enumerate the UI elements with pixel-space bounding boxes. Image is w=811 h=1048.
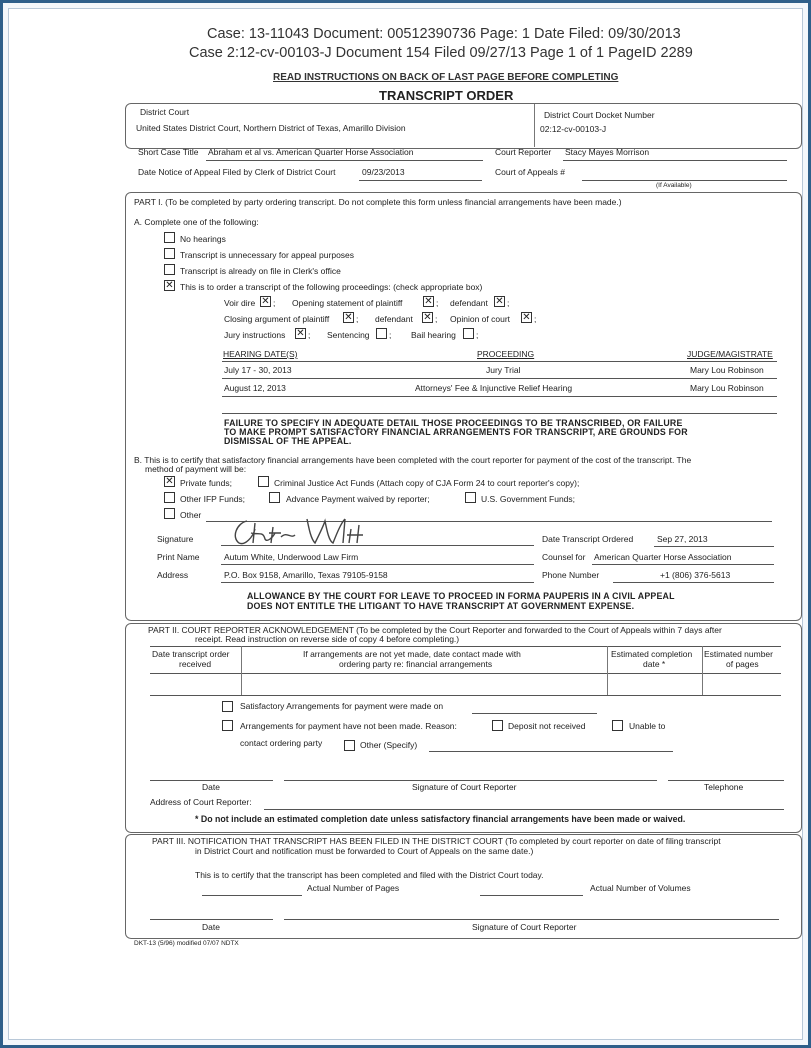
sentencing-checkbox[interactable] (376, 328, 387, 339)
opening-defendant-label: defendant (450, 298, 488, 308)
part-2-table-top (150, 646, 781, 647)
satisfactory-checkbox[interactable] (222, 701, 233, 712)
bail-hearing-label: Bail hearing (411, 330, 456, 340)
jury-instructions-label: Jury instructions (224, 330, 286, 340)
p2-address-label: Address of Court Reporter: (150, 797, 252, 807)
short-case-title-line (206, 160, 483, 161)
opening-plaintiff-checkbox[interactable]: ✕ (424, 296, 433, 307)
us-government-label: U.S. Government Funds; (481, 494, 576, 504)
other-payment-label: Other (180, 510, 202, 520)
closing-plaintiff-checkbox[interactable]: ✕ (344, 312, 353, 323)
other-payment-checkbox[interactable] (164, 508, 175, 519)
notice-date-label: Date Notice of Appeal Filed by Clerk of District Court (138, 167, 336, 177)
not-made-label: Arrangements for payment have not been made. Reason: (240, 721, 457, 731)
part-2-col-divider-1 (241, 646, 242, 695)
p2-signature-line (284, 780, 657, 781)
counsel-for-line (592, 564, 774, 565)
date-ordered-label: Date Transcript Ordered (542, 534, 634, 544)
p2-col-1-a: Date transcript order (152, 649, 230, 659)
closing-defendant-checkbox[interactable]: ✕ (423, 312, 432, 323)
hearing-1-date: July 17 - 30, 2013 (224, 365, 292, 375)
handwritten-signature (229, 513, 379, 549)
p2-date-label: Date (202, 782, 220, 792)
document-page: Case: 13-11043 Document: 00512390736 Page: 1 Date Filed: 09/30/2013 Case 2:12-cv-00103-J Document 154 Filed 09/27/13 Page 1 of 1 PageID 2289 READ INSTRUCTIONS ON BACK OF LAST PAGE BEFORE COMPLETING TRANSCRIPT ORDER District Court United States District Court, Northern District of Texas, Amarillo Division District Court Docket Number 02:12-cv-00103-J Short Case Title Abraham et al vs. American Quarter Horse Association Court Reporter Stacy Mayes Morrison Date Notice of Appeal Filed by Clerk of District Court 09/23/2013 Court of Appeals # (If Available) PART I. (To be completed by party ordering transcript. Do not complete this form unless financial arrangements have been made.) A. Complete one of the following: No hearings Transcript is unnecessary for appeal purposes Transcript is already on file in Clerk's office ✕ This is to order a transcript of the following proceedings: (check appropriate box) Voir dire ✕ ; Opening statement of plaintiff ✕ ; defendant ✕ ; Closing argument of plaintiff ✕ ; defendant ✕ ; Opinion of court ✕ ; Jury instructions ✕ ; Sentencing ; Bail hearing ; HEARING DATE(S) PROCEEDING JUDGE/MAGISTRATE July 17 - 30, 2013 Jury Trial Mary Lou Robinson August 12, 2013 Attorneys' Fee & Injunctive Relief Hearing Mary Lou Robinson FAILURE TO SPECIFY IN ADEQUATE DETAIL THOSE PROCEEDINGS TO BE TRANSCRIBED, OR FAILURE TO MAKE PROMPT SATISFACTORY FINANCIAL ARRANGEMENTS FOR TRANSCRIPT, ARE GROUNDS FOR DISMISSAL OF THE APPEAL. B. This is to certify that satisfactory financial arrangements have been completed with the court reporter for payment of the cost of the transcript. The method of payment will be: ✕ Private funds; Criminal Justice Act Funds (Attach copy of CJA Form 24 to court reporter's copy); Other IFP Funds; Advance Payment waived by reporter; U.S. Government Funds; Other Signature Print Name Autum White, Underwood Law Firm Address P.O. Box 9158, Amarillo, Texas 79105-9158 Date Transcript Ordered Sep 27, 2013 Counsel for American Quarter Horse Association Phone Number +1 (806) 376-5613 ALLOWANCE BY THE COURT FOR LEAVE TO PROCEED IN FORMA PAUPERIS IN A CIVIL APPEAL DOES NOT ENTITLE THE LITIGANT TO HAVE TRANSCRIPT AT GOVERNMENT EXPENSE. PART II. COURT REPORTER ACKNOWLEDGEMENT (To be completed by the Court Reporter and forwarded to the Court of Appeals within 7 days after receipt. Read instruction on reverse side of copy 4 before completing.) Date transcript order received If arrangements are not yet made, date contact made with ordering party re: financial arrangements Estimated completion date * Estimated number of pages Satisfactory Arrangements for payment were made on Arrangements for payment have not been made. Reason: Deposit not received Unable to contact ordering party Other (Specify) Date Signature of Court Reporter Telephone Address of Court Reporter: * Do not include an estimated completion date unless satisfactory financial arrangements have been made or waived. PART III. NOTIFICATION THAT TRANSCRIPT HAS BEEN FILED IN THE DISTRICT COURT (To completed by court reporter on date of filing transcript in District Court and notification must be forwarded to Court of Appeals on the same date.) This is to certify that the transcript has been completed and filed with the District Court today. Actual Number of Pages Actual Number of Volumes Date Signature of Court Reporter DKT-13 (5/96) modified 07/07 NDTX (8, 8, 803, 1040)
p3-date-label: Date (202, 922, 220, 932)
satisfactory-label: Satisfactory Arrangements for payment were made on (240, 701, 444, 711)
contact-label: contact ordering party (240, 738, 323, 748)
form-title: TRANSCRIPT ORDER (379, 88, 514, 103)
hearing-1-judge: Mary Lou Robinson (690, 365, 764, 375)
part-2-col-divider-2 (607, 646, 608, 695)
part-1-a-label: A. Complete one of the following: (134, 217, 259, 227)
failure-warning-3: DISMISSAL OF THE APPEAL. (224, 436, 352, 446)
failure-warning-2: TO MAKE PROMPT SATISFACTORY FINANCIAL ARRANGEMENTS FOR TRANSCRIPT, ARE GROUNDS FOR (224, 427, 688, 437)
part-2-table-bottom (150, 695, 781, 696)
voir-dire-label: Voir dire (224, 298, 256, 308)
p2-col-2-a: If arrangements are not yet made, date contact made with (303, 649, 521, 659)
sentencing-label: Sentencing (327, 330, 370, 340)
signature-line (221, 545, 534, 546)
docket-value: 02:12-cv-00103-J (540, 124, 607, 134)
closing-defendant-label: defendant (375, 314, 413, 324)
p3-signature-label: Signature of Court Reporter (472, 922, 577, 932)
closing-plaintiff-label: Closing argument of plaintiff (224, 314, 330, 324)
counsel-for-label: Counsel for (542, 552, 586, 562)
p2-signature-label: Signature of Court Reporter (412, 782, 517, 792)
p2-note: * Do not include an estimated completion date unless satisfactory financial arrangements have been made or waived. (195, 814, 686, 824)
p3-pages-label: Actual Number of Pages (307, 883, 400, 893)
hearing-2-proceeding: Attorneys' Fee & Injunctive Relief Hearing (415, 383, 573, 393)
p2-telephone-label: Telephone (704, 782, 744, 792)
p3-volumes-label: Actual Number of Volumes (590, 883, 691, 893)
signature-label: Signature (157, 534, 194, 544)
transcript-on-file-label: Transcript is already on file in Clerk's office (180, 266, 341, 276)
instructions-note: READ INSTRUCTIONS ON BACK OF LAST PAGE BEFORE COMPLETING (273, 72, 619, 83)
col-judge: JUDGE/MAGISTRATE (687, 349, 773, 359)
part-2-col-divider-3 (702, 646, 703, 695)
counsel-for-value: American Quarter Horse Association (594, 552, 732, 562)
order-transcript-label: This is to order a transcript of the following proceedings: (check appropriate box) (180, 282, 483, 292)
deposit-checkbox[interactable] (492, 720, 503, 731)
transcript-unnecessary-label: Transcript is unnecessary for appeal purposes (180, 250, 355, 260)
short-case-title-label: Short Case Title (138, 147, 199, 157)
court-reporter-line (563, 160, 787, 161)
court-reporter-value: Stacy Mayes Morrison (565, 147, 650, 157)
other-ifp-checkbox[interactable] (164, 492, 175, 503)
p2-col-4-b: of pages (726, 659, 759, 669)
no-hearings-checkbox[interactable] (164, 232, 175, 243)
bail-hearing-checkbox[interactable] (463, 328, 474, 339)
opening-defendant-checkbox[interactable]: ✕ (495, 296, 504, 307)
col-proceeding: PROCEEDING (477, 349, 535, 359)
part-3-certify: This is to certify that the transcript has been completed and filed with the District Court today. (195, 870, 544, 880)
transcript-unnecessary-checkbox[interactable] (164, 248, 175, 259)
p2-col-3-a: Estimated completion (611, 649, 693, 659)
advance-payment-checkbox[interactable] (269, 492, 280, 503)
hearing-3-line (222, 413, 777, 414)
notice-date-value: 09/23/2013 (362, 167, 405, 177)
opening-plaintiff-label: Opening statement of plaintiff (292, 298, 403, 308)
hearing-2-date: August 12, 2013 (224, 383, 286, 393)
if-available-note: (If Available) (656, 182, 692, 189)
address-line (221, 582, 534, 583)
part-2-heading-2: receipt. Read instruction on reverse side of copy 4 before completing.) (195, 634, 460, 644)
allowance-warning-1: ALLOWANCE BY THE COURT FOR LEAVE TO PROCEED IN FORMA PAUPERIS IN A CIVIL APPEAL (247, 591, 675, 601)
part-1-heading: PART I. (To be completed by party ordering transcript. Do not complete this form unless financial arrangements have been made.) (134, 197, 622, 207)
failure-warning-1: FAILURE TO SPECIFY IN ADEQUATE DETAIL THOSE PROCEEDINGS TO BE TRANSCRIBED, OR FAILURE (224, 418, 683, 428)
private-funds-checkbox[interactable]: ✕ (165, 476, 174, 487)
p3-volumes-line (480, 895, 583, 896)
docket-label: District Court Docket Number (544, 110, 655, 120)
opinion-of-court-label: Opinion of court (450, 314, 511, 324)
voir-dire-checkbox[interactable]: ✕ (261, 296, 270, 307)
p2-col-4-a: Estimated number (704, 649, 773, 659)
us-government-checkbox[interactable] (465, 492, 476, 503)
district-court-value: United States District Court, Northern District of Texas, Amarillo Division (136, 123, 406, 133)
phone-value: +1 (806) 376-5613 (660, 570, 731, 580)
district-court-label: District Court (140, 107, 190, 117)
notice-date-line (359, 180, 482, 181)
hearings-header-line (222, 361, 777, 362)
hearing-1-line (222, 378, 777, 379)
p2-col-2-b: ordering party re: financial arrangements (339, 659, 493, 669)
print-name-value: Autum White, Underwood Law Firm (224, 552, 359, 562)
short-case-title-value: Abraham et al vs. American Quarter Horse Association (208, 147, 414, 157)
court-of-appeals-line (582, 180, 787, 181)
unable-label: Unable to (629, 721, 666, 731)
part-3-heading-1: PART III. NOTIFICATION THAT TRANSCRIPT HAS BEEN FILED IN THE DISTRICT COURT (To completed by court reporter on date of filing transcript (152, 836, 721, 846)
date-ordered-line (654, 546, 774, 547)
jury-instructions-checkbox[interactable]: ✕ (296, 328, 305, 339)
other-specify-checkbox[interactable] (344, 740, 355, 751)
unable-checkbox[interactable] (612, 720, 623, 731)
court-of-appeals-label: Court of Appeals # (495, 167, 565, 177)
col-hearing-dates: HEARING DATE(S) (223, 349, 298, 359)
hearing-1-proceeding: Jury Trial (486, 365, 521, 375)
cja-funds-label: Criminal Justice Act Funds (Attach copy of CJA Form 24 to court reporter's copy); (274, 478, 580, 488)
filing-stamp-line-2: Case 2:12-cv-00103-J Document 154 Filed 09/27/13 Page 1 of 1 PageID 2289 (189, 45, 693, 61)
p2-col-3-b: date * (643, 659, 666, 669)
other-specify-line (429, 751, 673, 752)
private-funds-label: Private funds; (180, 478, 232, 488)
date-ordered-value: Sep 27, 2013 (657, 534, 708, 544)
transcript-on-file-checkbox[interactable] (164, 264, 175, 275)
part-3-heading-2: in District Court and notification must be forwarded to Court of Appeals on the same date.) (195, 846, 534, 856)
part-2-heading-1: PART II. COURT REPORTER ACKNOWLEDGEMENT (To be completed by the Court Reporter and forwarded to the Court of Appeals within 7 days after (148, 625, 722, 635)
signature-image (229, 513, 379, 555)
court-reporter-label: Court Reporter (495, 147, 552, 157)
p2-telephone-line (668, 780, 784, 781)
part-1-b-text-2: method of payment will be: (145, 464, 247, 474)
hearing-2-judge: Mary Lou Robinson (690, 383, 764, 393)
form-code: DKT-13 (5/96) modified 07/07 NDTX (134, 940, 239, 947)
opinion-of-court-checkbox[interactable]: ✕ (522, 312, 531, 323)
not-made-checkbox[interactable] (222, 720, 233, 731)
phone-label: Phone Number (542, 570, 600, 580)
print-name-line (221, 564, 534, 565)
other-specify-label: Other (Specify) (360, 740, 418, 750)
cja-funds-checkbox[interactable] (258, 476, 269, 487)
filing-stamp-line-1: Case: 13-11043 Document: 00512390736 Page: 1 Date Filed: 09/30/2013 (207, 26, 681, 42)
address-value: P.O. Box 9158, Amarillo, Texas 79105-9158 (224, 570, 388, 580)
satisfactory-date-line (472, 713, 597, 714)
part-1-b-text-1: B. This is to certify that satisfactory financial arrangements have been completed with the court reporter for payment of the cost of the transcript. The (134, 455, 692, 465)
p2-date-line (150, 780, 273, 781)
phone-line (613, 582, 774, 583)
advance-payment-label: Advance Payment waived by reporter; (286, 494, 430, 504)
other-ifp-label: Other IFP Funds; (180, 494, 246, 504)
print-name-label: Print Name (157, 552, 200, 562)
district-box-divider (534, 104, 535, 147)
hearing-2-line (222, 396, 777, 397)
p3-signature-line (284, 919, 779, 920)
p3-date-line (150, 919, 273, 920)
order-transcript-checkbox[interactable]: ✕ (165, 280, 174, 291)
deposit-label: Deposit not received (508, 721, 586, 731)
part-2-table-mid (150, 673, 781, 674)
address-label: Address (157, 570, 189, 580)
no-hearings-label: No hearings (180, 234, 226, 244)
allowance-warning-2: DOES NOT ENTITLE THE LITIGANT TO HAVE TRANSCRIPT AT GOVERNMENT EXPENSE. (247, 601, 635, 611)
p2-col-1-b: received (179, 659, 212, 669)
p3-pages-line (202, 895, 302, 896)
p2-address-line (264, 809, 784, 810)
